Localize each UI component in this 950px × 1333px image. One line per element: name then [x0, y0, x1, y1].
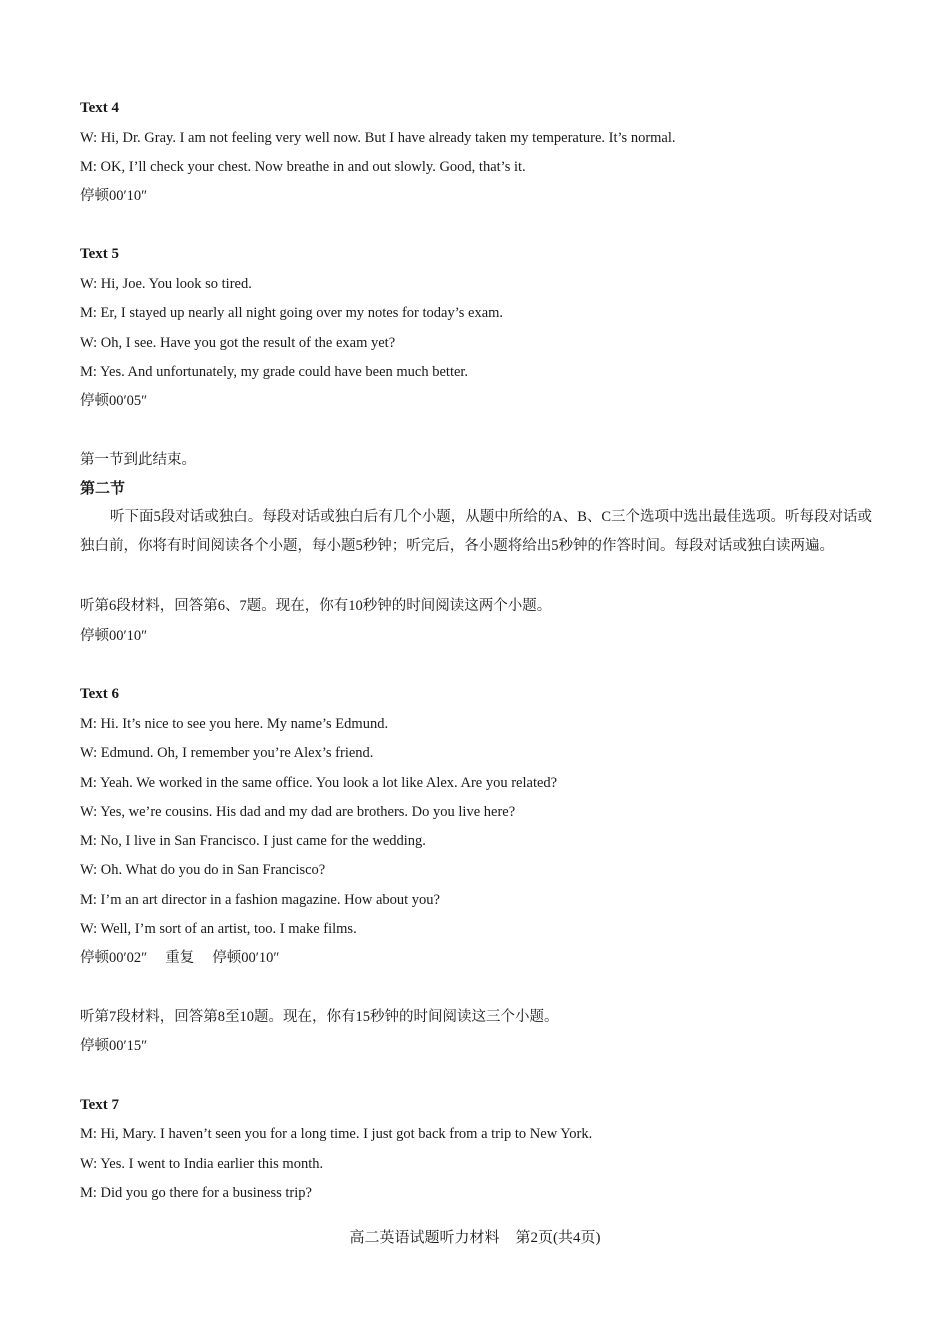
- dialogue-line: W: Hi, Joe. You look so tired.: [80, 276, 252, 292]
- dialogue-line: M: Did you go there for a business trip?: [80, 1185, 312, 1201]
- section2-instructions: 听下面5段对话或独白。每段对话或独白后有几个小题，从题中所给的A、B、C三个选项中选出最佳选项。听每段对话或独白前，你将有时间阅读各个小题，每小题5秒钟；听完后，各小题将给出5秒钟的作答时间。每段对话或独白读两遍。: [80, 509, 873, 555]
- dialogue-line: M: Yeah. We worked in the same office. You look a lot like Alex. Are you related?: [80, 775, 558, 791]
- footer-title: 高二英语试题听力材料: [349, 1230, 500, 1246]
- text5-title: Text 5: [80, 246, 120, 262]
- pause-repeat-row: [80, 948, 279, 968]
- footer-page-number: 第2页(共4页): [515, 1230, 601, 1246]
- pause-note: 停顿00′10″: [80, 628, 148, 644]
- pause-note: 停顿00′05″: [80, 393, 148, 409]
- dialogue-line: M: Hi. It’s nice to see you here. My name’s Edmund.: [80, 716, 389, 732]
- dialogue-line: W: Yes. I went to India earlier this month.: [80, 1156, 324, 1172]
- dialogue-line: W: Oh, I see. Have you got the result of the exam yet?: [80, 335, 396, 351]
- material6-intro: 听第6段材料，回答第6、7题。现在，你有10秒钟的时间阅读这两个小题。: [80, 598, 552, 614]
- pause-note: 停顿00′10″: [212, 950, 280, 966]
- dialogue-line: M: OK, I’ll check your chest. Now breathe in and out slowly. Good, that’s it.: [80, 159, 526, 175]
- dialogue-line: W: Well, I’m sort of an artist, too. I make films.: [80, 921, 357, 937]
- dialogue-line: M: Yes. And unfortunately, my grade could have been much better.: [80, 364, 469, 380]
- dialogue-line: W: Edmund. Oh, I remember you’re Alex’s friend.: [80, 745, 374, 761]
- dialogue-line: M: I’m an art director in a fashion magazine. How about you?: [80, 892, 440, 908]
- page-footer: [0, 1226, 950, 1247]
- dialogue-line: M: Hi, Mary. I haven’t seen you for a long time. I just got back from a trip to New York.: [80, 1126, 593, 1142]
- section1-end-note: 第一节到此结束。: [80, 452, 196, 468]
- pause-note: 停顿00′02″: [80, 950, 148, 966]
- dialogue-line: W: Yes, we’re cousins. His dad and my dad are brothers. Do you live here?: [80, 804, 516, 820]
- dialogue-line: W: Oh. What do you do in San Francisco?: [80, 862, 326, 878]
- dialogue-line: M: Er, I stayed up nearly all night going over my notes for today’s exam.: [80, 305, 504, 321]
- text7-title: Text 7: [80, 1097, 120, 1113]
- pause-note: 停顿00′15″: [80, 1038, 148, 1054]
- pause-note: 停顿00′10″: [80, 188, 148, 204]
- text6-title: Text 6: [80, 686, 120, 702]
- material7-intro: 听第7段材料，回答第8至10题。现在，你有15秒钟的时间阅读这三个小题。: [80, 1009, 559, 1025]
- dialogue-line: W: Hi, Dr. Gray. I am not feeling very well now. But I have already taken my temperature. It’s normal.: [80, 130, 676, 146]
- dialogue-line: M: No, I live in San Francisco. I just came for the wedding.: [80, 833, 426, 849]
- section2-title: 第二节: [80, 481, 126, 497]
- text4-title: Text 4: [80, 100, 120, 116]
- repeat-note: 重复: [165, 950, 195, 966]
